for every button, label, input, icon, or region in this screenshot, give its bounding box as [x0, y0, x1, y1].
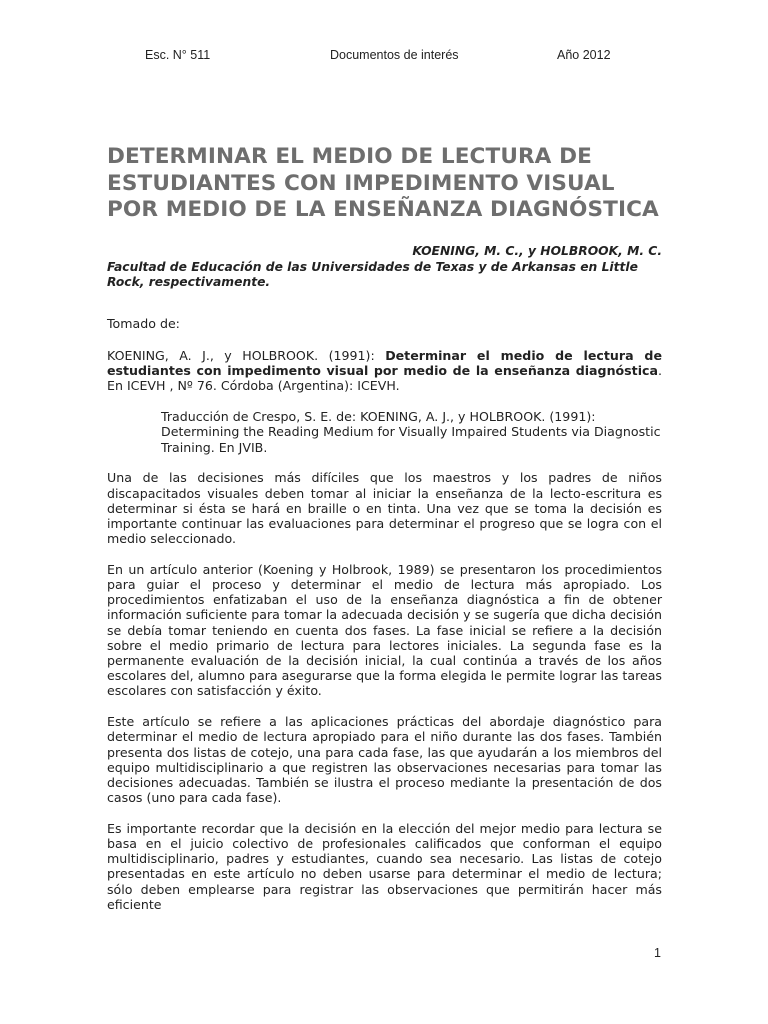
document-body	[107, 144, 662, 912]
citation-suffix: . En ICEVH , Nº 76. Córdoba (Argentina): ICEVH.	[107, 362, 662, 393]
citation	[107, 348, 662, 394]
page-number: 1	[654, 946, 661, 960]
citation-prefix: KOENING, A. J., y HOLBROOK. (1991):	[107, 347, 386, 363]
citation-title: Determinar el medio de lectura de estudiantes con impedimento visual por medio de la enseñanza diagnóstica	[107, 347, 662, 378]
header-school: Esc. N° 511	[145, 48, 211, 62]
page-header	[0, 48, 768, 64]
body-paragraph: Una de las decisiones más difíciles que los maestros y los padres de niños discapacitados visuales deben tomar al iniciar la enseñanza de la lecto-escritura es determinar si ésta se hará en braille o en tinta. Una vez que se toma la decisión es importante continuar las evaluaciones para determinar el progreso que se logra con el medio seleccionado.	[107, 470, 662, 547]
taken-from-label: Tomado de:	[107, 316, 180, 332]
document-title: DETERMINAR EL MEDIO DE LECTURA DE ESTUDIANTES CON IMPEDIMENTO VISUAL POR MEDIO DE LA ENSEÑANZA DIAGNÓSTICA	[107, 144, 659, 223]
header-section: Documentos de interés	[330, 48, 459, 62]
body-paragraph: En un artículo anterior (Koening y Holbrook, 1989) se presentaron los procedimientos para guiar el proceso y determinar el medio de lectura más apropiado. Los procedimientos enfatizaban el uso de la enseñanza diagnóstica a fin de obtener información suficiente para tomar la adecuada decisión y se sugería que dicha decisión se debía tomar teniendo en cuenta dos fases. La fase inicial se refiere a la decisión sobre el medio primario de lectura para lectores iniciales. La segunda fase es la permanente evaluación de la decisión inicial, la cual continúa a través de los años escolares del, alumno para asegurarse que la forma elegida le permite lograr las tareas escolares con satisfacción y éxito.	[107, 561, 662, 699]
authors: KOENING, M. C., y HOLBROOK, M. C.	[412, 243, 662, 258]
translation-line-1: Traducción de Crespo, S. E. de: KOENING, A. J., y HOLBROOK. (1991):	[161, 409, 596, 425]
body-paragraph: Es importante recordar que la decisión en la elección del mejor medio para lectura se basa en el juicio colectivo de profesionales calificados que conforman el equipo multidisciplinario, padres y estudiantes, cuando sea necesario. Las listas de cotejo presentadas en este artículo no deben usarse para determinar el medio de lectura; sólo deben emplearse para registrar las observaciones que permitirán hacer más eficiente	[107, 820, 662, 912]
header-year: Año 2012	[557, 48, 611, 62]
affiliation: Facultad de Educación de las Universidades de Texas y de Arkansas en Little Rock, respectivamente.	[107, 259, 638, 290]
body-paragraph: Este artículo se refiere a las aplicaciones prácticas del abordaje diagnóstico para determinar el medio de lectura apropiado para el niño durante las dos fases. También presenta dos listas de cotejo, una para cada fase, las que ayudarán a los miembros del equipo multidisciplinario a que registren las observaciones necesarias para tomar las decisiones adecuadas. También se ilustra el proceso mediante la presentación de dos casos (uno para cada fase).	[107, 714, 662, 806]
translation-line-2: Determining the Reading Medium for Visually Impaired Students via Diagnostic Training. En JVIB.	[161, 424, 661, 455]
translation-note	[161, 409, 662, 455]
